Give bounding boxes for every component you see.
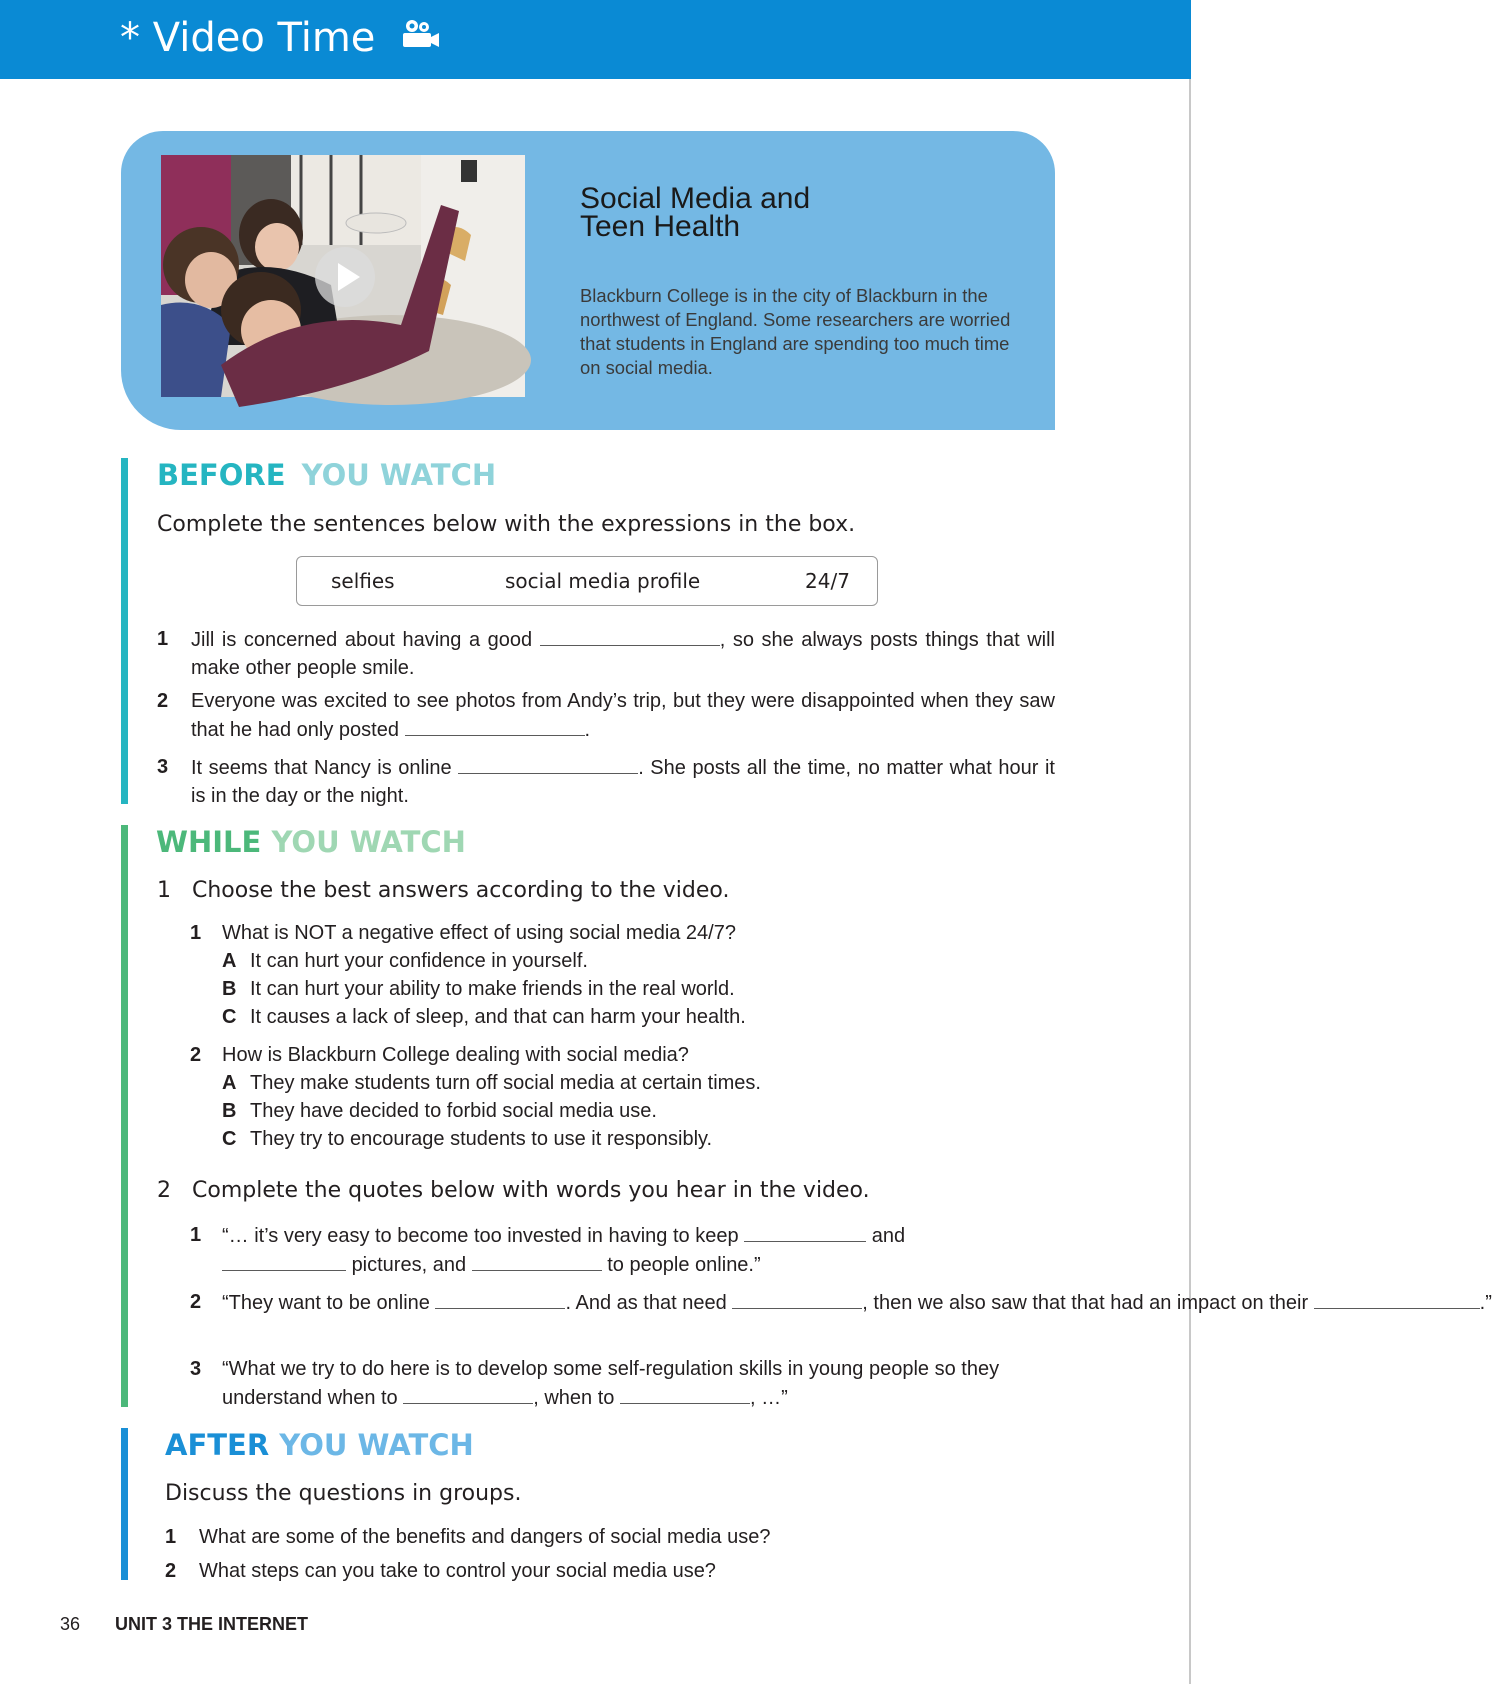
option-b[interactable]: B They have decided to forbid social media use. — [222, 1100, 657, 1122]
while-task-2-instruction — [157, 1180, 870, 1202]
item-text: It seems that Nancy is online — [191, 757, 452, 779]
item-number: 3 — [157, 756, 169, 778]
before-section-bar — [121, 458, 128, 804]
task-instruction: Choose the best answers according to the video. — [192, 878, 730, 903]
unit-label: UNIT 3 THE INTERNET — [115, 1614, 309, 1634]
page-title-text: * Video Time — [120, 15, 376, 61]
before-heading-light: YOU WATCH — [301, 458, 497, 492]
page-edge — [1189, 79, 1191, 1684]
video-title: Social Media and Teen Health — [580, 182, 811, 243]
item-number: 2 — [157, 690, 169, 712]
video-thumbnail[interactable] — [161, 155, 525, 397]
after-section-bar — [121, 1428, 128, 1580]
item-text: Everyone was excited to see photos from Andy’s trip, but they were disappointed when they saw that he had only posted — [191, 690, 1055, 741]
page-title — [120, 15, 440, 61]
answer-blank[interactable] — [458, 753, 638, 774]
quote-number: 3 — [190, 1358, 202, 1380]
word-box-word: 24/7 — [805, 569, 850, 593]
answer-blank[interactable] — [403, 1383, 533, 1404]
before-heading — [157, 458, 497, 492]
answer-blank[interactable] — [472, 1250, 602, 1271]
word-box-word: selfies — [331, 569, 395, 593]
item-text: What steps can you take to control your social media use? — [199, 1560, 716, 1582]
item-number: 2 — [165, 1560, 177, 1582]
while-section-bar — [121, 825, 128, 1407]
video-camera-icon — [400, 17, 440, 57]
page-header — [0, 0, 1191, 79]
answer-blank[interactable] — [1314, 1288, 1480, 1309]
option-a[interactable]: A They make students turn off social media at certain times. — [222, 1072, 761, 1094]
item-text: , so she always posts things that will make other people smile. — [191, 629, 1055, 679]
option-c[interactable]: C It causes a lack of sleep, and that can harm your health. — [222, 1006, 746, 1028]
task-instruction: Complete the quotes below with words you hear in the video. — [192, 1178, 870, 1203]
page-number: 36 — [60, 1614, 81, 1634]
play-icon[interactable] — [315, 247, 375, 307]
answer-blank[interactable] — [435, 1288, 565, 1309]
answer-blank[interactable] — [405, 715, 585, 736]
item-text: . — [584, 719, 591, 741]
quote-number: 1 — [190, 1224, 202, 1246]
item-text: . She posts all the time, no matter what hour it is in the day or the night. — [191, 757, 1055, 807]
task-number: 2 — [157, 1178, 171, 1203]
while-heading-light: YOU WATCH — [271, 825, 466, 859]
question-number: 1 — [190, 922, 202, 944]
item-number: 1 — [165, 1526, 177, 1548]
answer-blank[interactable] — [620, 1383, 750, 1404]
while-heading-strong: WHILE — [156, 825, 262, 859]
after-heading-light: YOU WATCH — [279, 1428, 474, 1462]
word-box — [296, 556, 878, 606]
question-text: How is Blackburn College dealing with social media? — [222, 1044, 689, 1066]
option-b[interactable]: B It can hurt your ability to make friends in the real world. — [222, 978, 735, 1000]
task-number: 1 — [157, 878, 171, 903]
option-a[interactable]: A It can hurt your confidence in yourself. — [222, 950, 588, 972]
item-text: What are some of the benefits and dangers of social media use? — [199, 1526, 771, 1548]
while-task-1-instruction — [157, 880, 729, 902]
before-heading-strong: BEFORE — [157, 458, 286, 492]
while-heading — [156, 825, 466, 859]
word-box-word: social media profile — [505, 569, 701, 593]
after-heading — [165, 1428, 474, 1462]
answer-blank[interactable] — [540, 625, 720, 646]
item-number: 1 — [157, 628, 169, 650]
video-banner — [121, 131, 1055, 430]
video-description: Blackburn College is in the city of Blackburn in the northwest of England. Some researchers are worried that students in England are spending too much time on social media. — [580, 285, 1011, 378]
after-heading-strong: AFTER — [165, 1428, 270, 1462]
answer-blank[interactable] — [732, 1288, 862, 1309]
question-text: What is NOT a negative effect of using social media 24/7? — [222, 922, 736, 944]
option-c[interactable]: C They try to encourage students to use it responsibly. — [222, 1128, 713, 1150]
question-number: 2 — [190, 1044, 202, 1066]
quote-number: 2 — [190, 1291, 202, 1313]
before-instruction: Complete the sentences below with the expressions in the box. — [157, 512, 856, 537]
item-text: Jill is concerned about having a good — [191, 629, 533, 651]
after-instruction: Discuss the questions in groups. — [165, 1481, 522, 1506]
answer-blank[interactable] — [222, 1250, 346, 1271]
answer-blank[interactable] — [744, 1221, 866, 1242]
